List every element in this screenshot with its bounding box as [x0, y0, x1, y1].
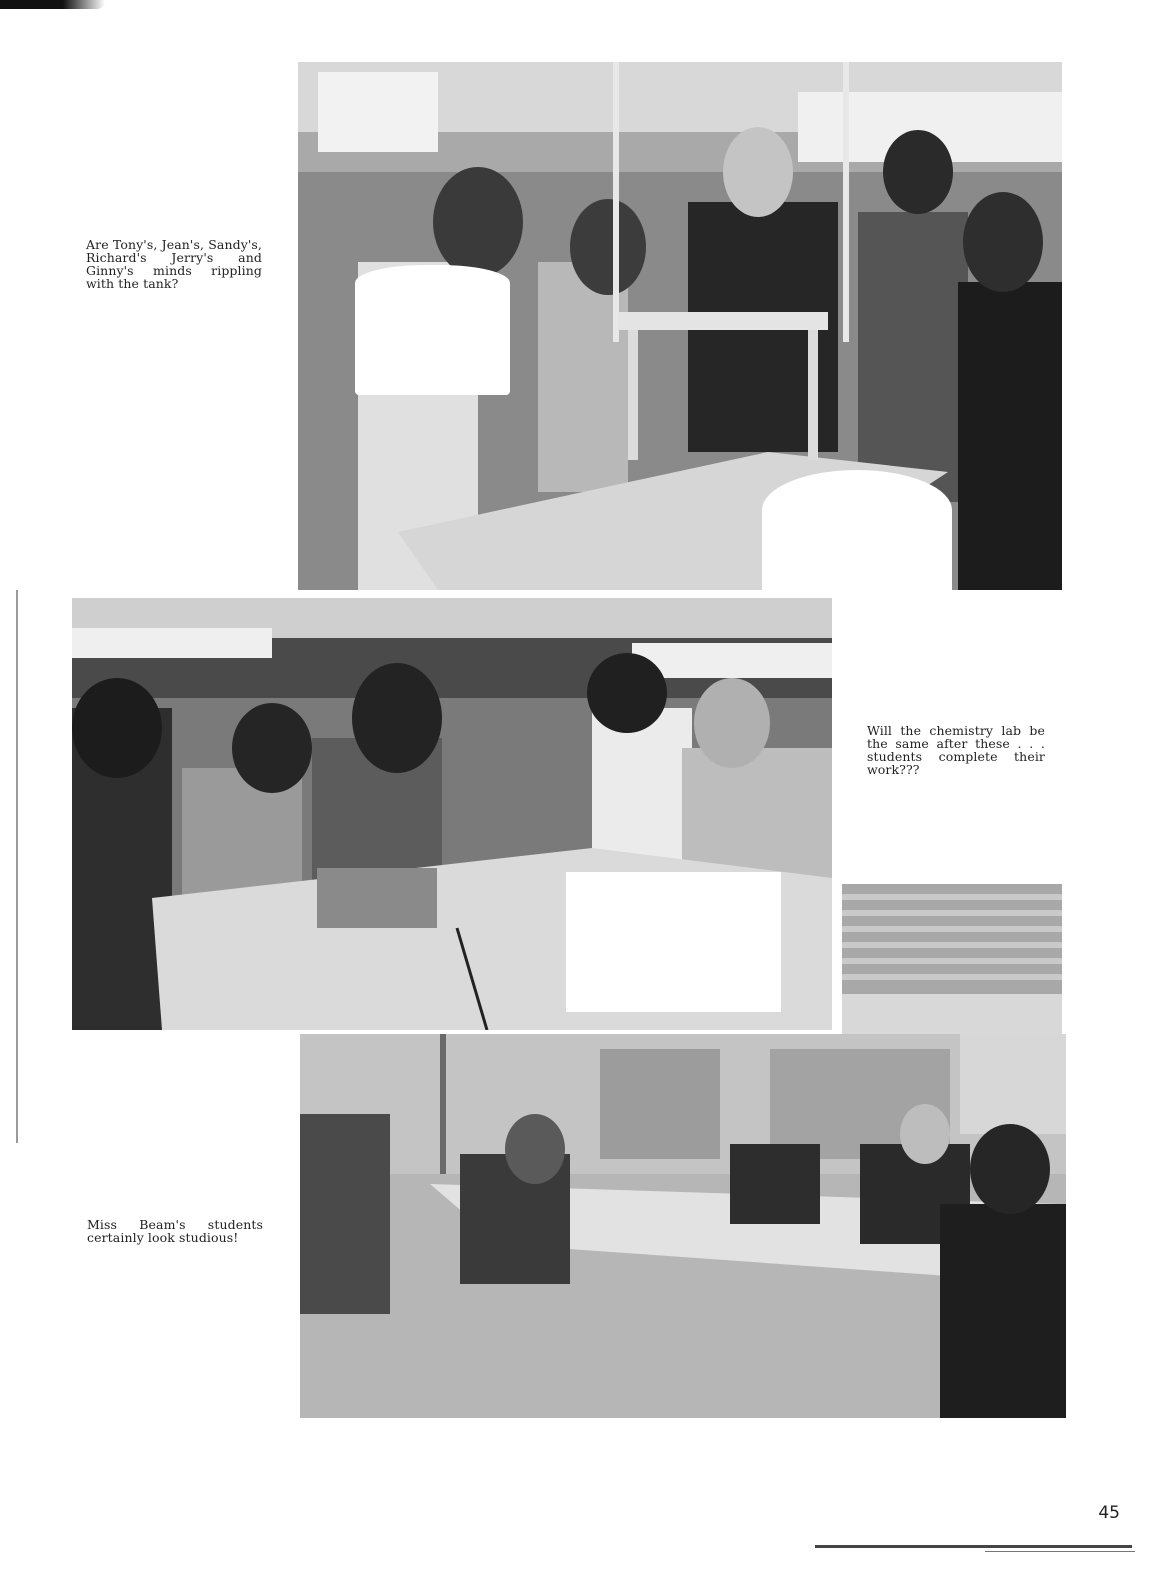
photo-classroom-window-image [842, 884, 1062, 1034]
bottom-rule-thin [985, 1551, 1135, 1552]
page-edge-line [16, 590, 18, 1143]
page-number: 45 [1098, 1503, 1120, 1523]
corner-mark [0, 0, 105, 9]
caption-chemistry: Will the chemistry lab be the same after these . . . students complete their work??? [867, 723, 1045, 777]
redaction-block [355, 265, 510, 395]
photo-classroom-window [842, 884, 1062, 1034]
caption-studious: Miss Beam's students certainly look studious! [87, 1217, 263, 1245]
redaction-block [762, 470, 952, 595]
redaction-block [566, 872, 781, 1012]
bottom-rule [815, 1545, 1132, 1548]
photo-classroom-image [300, 1034, 1066, 1418]
photo-classroom [300, 1034, 1066, 1418]
caption-tank: Are Tony's, Jean's, Sandy's, Richard's Jerry's and Ginny's minds rippling with the tank? [86, 237, 262, 291]
